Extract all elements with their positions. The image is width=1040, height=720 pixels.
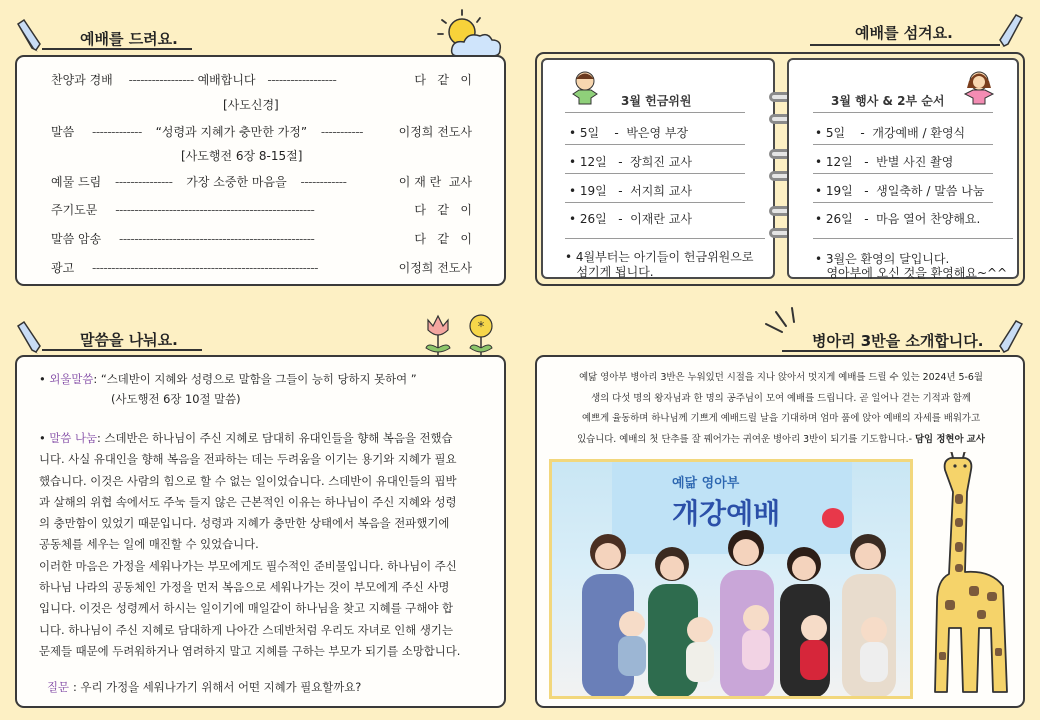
- line-rule: [813, 202, 993, 203]
- memory-verse-text: : “스데반이 지혜와 성령으로 말함을 그들이 능히 당하지 못하여 ”: [93, 372, 417, 386]
- people-group-illustration: [552, 522, 910, 698]
- class-header: 병아리 3반을 소개합니다.: [812, 332, 984, 350]
- class-header-underline: [782, 350, 1000, 352]
- row-leader: -----------: [320, 125, 363, 139]
- tulip-icon: [420, 312, 456, 358]
- memory-verse: [39, 369, 417, 390]
- worship-row-1-leader-name: 다 같 이: [414, 73, 472, 87]
- sharing-paragraph: [39, 428, 509, 662]
- offering-note-line-1: • 4월부터는 아기들이 헌금위원으로: [565, 250, 754, 264]
- worship-row-3: [51, 173, 346, 190]
- line-rule: [813, 238, 1013, 239]
- intro-line: 예닮 영아부 병아리 3반은 누워있던 시절을 지나 앉아서 멋지게 예배를 드릴 수 있는 2024년 5-6월: [579, 372, 983, 383]
- row-content: “성령과 지혜가 충만한 가정”: [155, 125, 308, 139]
- events-note-line-1: • 3월은 환영의 달입니다.: [815, 252, 950, 266]
- question-label: 질문: [47, 680, 70, 694]
- offering-note-line-2: 섬기게 됩니다.: [565, 265, 654, 279]
- events-title: 3월 행사 & 2부 순서: [831, 94, 945, 108]
- offering-title: 3월 헌금위원: [621, 94, 692, 108]
- worship-header-underline: [42, 48, 192, 50]
- pencil-icon: [14, 320, 42, 354]
- offering-item: • 5일 - 박은영 부장: [569, 126, 689, 140]
- event-item: • 12일 - 반별 사진 촬영: [815, 155, 954, 169]
- question: [47, 677, 361, 698]
- row-content: 가장 소중한 마음을: [186, 175, 287, 189]
- row-content: 예배합니다: [197, 73, 256, 87]
- row-leader: ---------------------------------------------------: [119, 232, 315, 246]
- row-label: 말씀: [51, 125, 75, 139]
- event-item: • 19일 - 생일축하 / 말씀 나눔: [815, 184, 985, 198]
- creed: [사도신경]: [223, 98, 279, 112]
- pencil-icon: [996, 14, 1026, 48]
- notebook-panel: [535, 52, 1025, 286]
- row-leader: ----------------------------------------------------: [115, 203, 315, 217]
- sharing-line: [39, 428, 509, 449]
- row-label: 말씀 암송: [51, 232, 102, 246]
- events-page: [787, 58, 1019, 279]
- sharing-line: 공동체를 세우는 일에 매진할 수 있었습니다.: [39, 537, 259, 552]
- sharing-line: 의 충만함이 있었기 때문입니다. 성령과 지혜가 충만한 상태에서 복음을 전파했기에: [39, 516, 450, 531]
- sparkle-lines-icon: [762, 304, 808, 340]
- bullet: •: [39, 431, 50, 445]
- worship-row-2-leader-name: 이정희 전도사: [398, 125, 472, 139]
- worship-row-1: [51, 71, 336, 88]
- event-item: • 26일 - 마음 열어 찬양해요.: [815, 212, 981, 226]
- child-icon: [565, 68, 605, 108]
- worship-row-5: [51, 230, 314, 247]
- worship-row-4-leader-name: 다 같 이: [414, 203, 472, 217]
- offering-item: • 19일 - 서지희 교사: [569, 184, 692, 198]
- svg-text:*: *: [477, 320, 485, 335]
- intro-text: 있습니다. 예배의 첫 단추를 잘 꿰어가는 귀여운 병아리 3반이 되기를 기도합니다.-: [577, 433, 912, 445]
- intro-line: 예쁘게 율동하며 하나님께 기쁘게 예배드릴 날을 기대하며 엄마 품에 앉아 예배의 자세를 배워가고: [581, 413, 980, 424]
- memory-verse-label: 외울말씀: [49, 372, 94, 386]
- line-rule: [565, 238, 765, 239]
- share-header-underline: [42, 349, 202, 351]
- class-intro-panel: [535, 355, 1025, 708]
- offering-item: • 26일 - 이재란 교사: [569, 212, 692, 226]
- serve-header: 예배를 섬겨요.: [855, 24, 953, 42]
- sharing-line: 과 살해의 위협 속에서도 주눅 들지 않은 근본적인 이유는 하나님이 주신 지혜와 성령: [39, 494, 457, 509]
- worship-row-3-leader-name: 이 재 란 교사: [398, 175, 472, 189]
- row-leader: ---------------: [115, 175, 173, 189]
- scripture-panel: [15, 355, 506, 708]
- memory-verse-reference: (사도행전 6장 10절 말씀): [111, 392, 241, 406]
- offering-page: [541, 58, 775, 279]
- giraffe-illustration: [921, 452, 1017, 704]
- row-label: 주기도문: [51, 203, 98, 217]
- scripture-reference: [사도행전 6장 8-15절]: [181, 149, 303, 163]
- class-intro-text: [545, 368, 1017, 450]
- row-leader: -------------: [92, 125, 142, 139]
- sharing-line: 니다. 사실 유대인을 향해 복음을 전파하는 데는 두려움을 이기는 용기와 지혜가 필요: [39, 452, 457, 467]
- sharing-line: 문제들 때문에 두려워하거나 염려하지 말고 지혜를 구하는 부모가 되기를 소망합니다.: [39, 643, 461, 658]
- pencil-icon: [996, 320, 1026, 354]
- worship-row-6: [51, 259, 318, 276]
- banner-small-text: 예닮 영아부: [672, 476, 740, 491]
- intro-line: [545, 430, 1017, 451]
- worship-header: 예배를 드려요.: [80, 30, 178, 48]
- worship-row-2: [51, 123, 363, 140]
- sharing-line: 이러한 마음은 가정을 세워나가는 부모에게도 필수적인 준비물입니다. 하나님이 주신: [39, 558, 457, 573]
- class-photo: [549, 459, 913, 699]
- bullet: •: [39, 372, 50, 386]
- worship-row-5-leader-name: 다 같 이: [414, 232, 472, 246]
- title-rule: [813, 112, 993, 113]
- line-rule: [565, 173, 745, 174]
- serve-header-underline: [810, 44, 1000, 46]
- line-rule: [565, 202, 745, 203]
- teacher-signature: 담임 정현아 교사: [914, 433, 985, 445]
- sharing-line: 입니다. 이것은 성령께서 하시는 일이기에 매일같이 하나님을 찾고 지혜를 구해야 합: [39, 601, 453, 616]
- line-rule: [565, 144, 745, 145]
- pencil-icon: [14, 18, 42, 52]
- sharing-line: 하나님 나라의 공동체인 가정을 먼저 복음으로 세워나가는 것이 부모에게 주신 사명: [39, 580, 450, 595]
- flower-icon: [464, 312, 498, 358]
- title-rule: [565, 112, 745, 113]
- sharing-text: : 스데반은 하나님이 주신 지혜로 담대히 유대인들을 향해 복음을 전했습: [96, 431, 453, 445]
- sharing-label: 말씀 나눔: [49, 431, 97, 445]
- share-header: 말씀을 나눠요.: [80, 331, 178, 349]
- row-leader: -----------------: [128, 73, 194, 87]
- worship-order-panel: [15, 55, 506, 286]
- events-note-line-2: 영아부에 오신 것을 환영해요~^^: [815, 266, 1008, 280]
- intro-line: 생의 다섯 명의 왕자님과 한 명의 공주님이 모여 예배를 드립니다. 곧 일어나 걷는 기적과 함께: [591, 392, 971, 404]
- sharing-line: 했습니다. 이것은 사람의 힘으로 할 수 없는 일이었습니다. 스데반이 유대인들의 핍박: [39, 473, 457, 488]
- row-label: 예물 드림: [51, 175, 102, 189]
- offering-item: • 12일 - 장희진 교사: [569, 155, 692, 169]
- child-icon: [959, 68, 999, 108]
- sharing-line: 니다. 하나님이 주신 지혜로 담대하게 나아간 스데반처럼 우리도 자녀로 인해 생기는: [39, 622, 453, 637]
- banner-big-text: 개강예배: [672, 497, 781, 530]
- line-rule: [813, 144, 993, 145]
- worship-row-6-leader-name: 이정희 전도사: [398, 261, 472, 275]
- question-text: : 우리 가정을 세워나가기 위해서 어떤 지혜가 필요할까요?: [73, 680, 362, 694]
- row-leader: -----------------------------------------------------------: [92, 261, 318, 275]
- event-item: • 5일 - 개강예배 / 환영식: [815, 126, 966, 140]
- row-leader: ------------------: [267, 73, 337, 87]
- line-rule: [813, 173, 993, 174]
- row-label: 광고: [51, 261, 75, 275]
- worship-row-4: [51, 201, 314, 218]
- row-label: 찬양과 경배: [51, 73, 113, 87]
- row-leader: ------------: [300, 175, 347, 189]
